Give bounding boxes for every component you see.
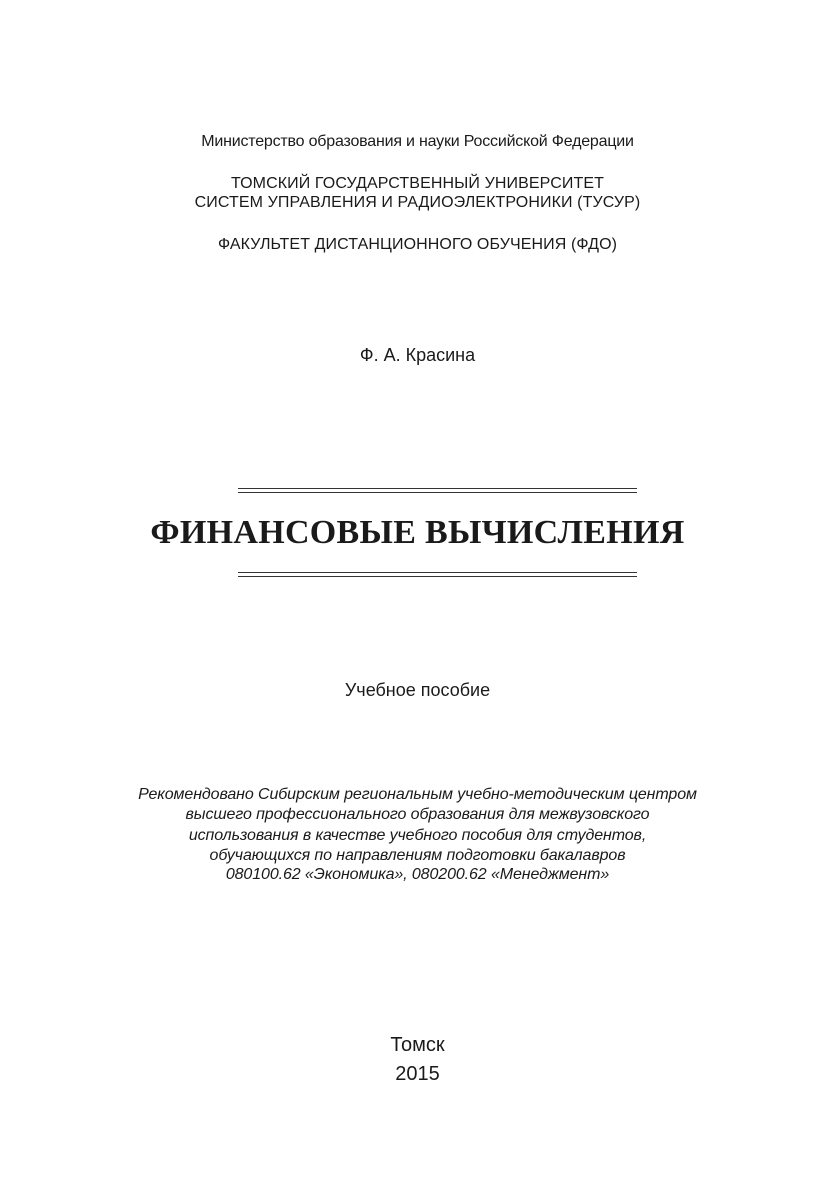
recommendation-line: обучающихся по направлениям подготовки бакалавров <box>209 847 626 864</box>
faculty-line: ФАКУЛЬТЕТ ДИСТАНЦИОННОГО ОБУЧЕНИЯ (ФДО) <box>217 236 618 253</box>
publication-year: 2015 <box>395 1063 440 1085</box>
book-title: ФИНАНСОВЫЕ ВЫЧИСЛЕНИЯ <box>150 514 685 551</box>
recommendation-line: 080100.62 «Экономика», 080200.62 «Менеджмент» <box>225 866 610 883</box>
recommendation-line: использования в качестве учебного пособия для студентов, <box>188 827 647 844</box>
title-rule-bottom <box>238 572 637 577</box>
title-rule-top <box>238 488 637 493</box>
university-name-line2: СИСТЕМ УПРАВЛЕНИЯ И РАДИОЭЛЕКТРОНИКИ (ТУСУР) <box>194 194 641 211</box>
ministry-line: Министерство образования и науки Российской Федерации <box>201 133 634 150</box>
author-name: Ф. А. Красина <box>359 345 476 365</box>
university-name-line1: ТОМСКИЙ ГОСУДАРСТВЕННЫЙ УНИВЕРСИТЕТ <box>230 175 604 192</box>
book-subtitle: Учебное пособие <box>344 680 491 700</box>
publication-city: Томск <box>390 1034 445 1056</box>
recommendation-line: высшего профессионального образования для межвузовского <box>185 806 650 823</box>
recommendation-line: Рекомендовано Сибирским региональным учебно-методическим центром <box>138 786 697 803</box>
